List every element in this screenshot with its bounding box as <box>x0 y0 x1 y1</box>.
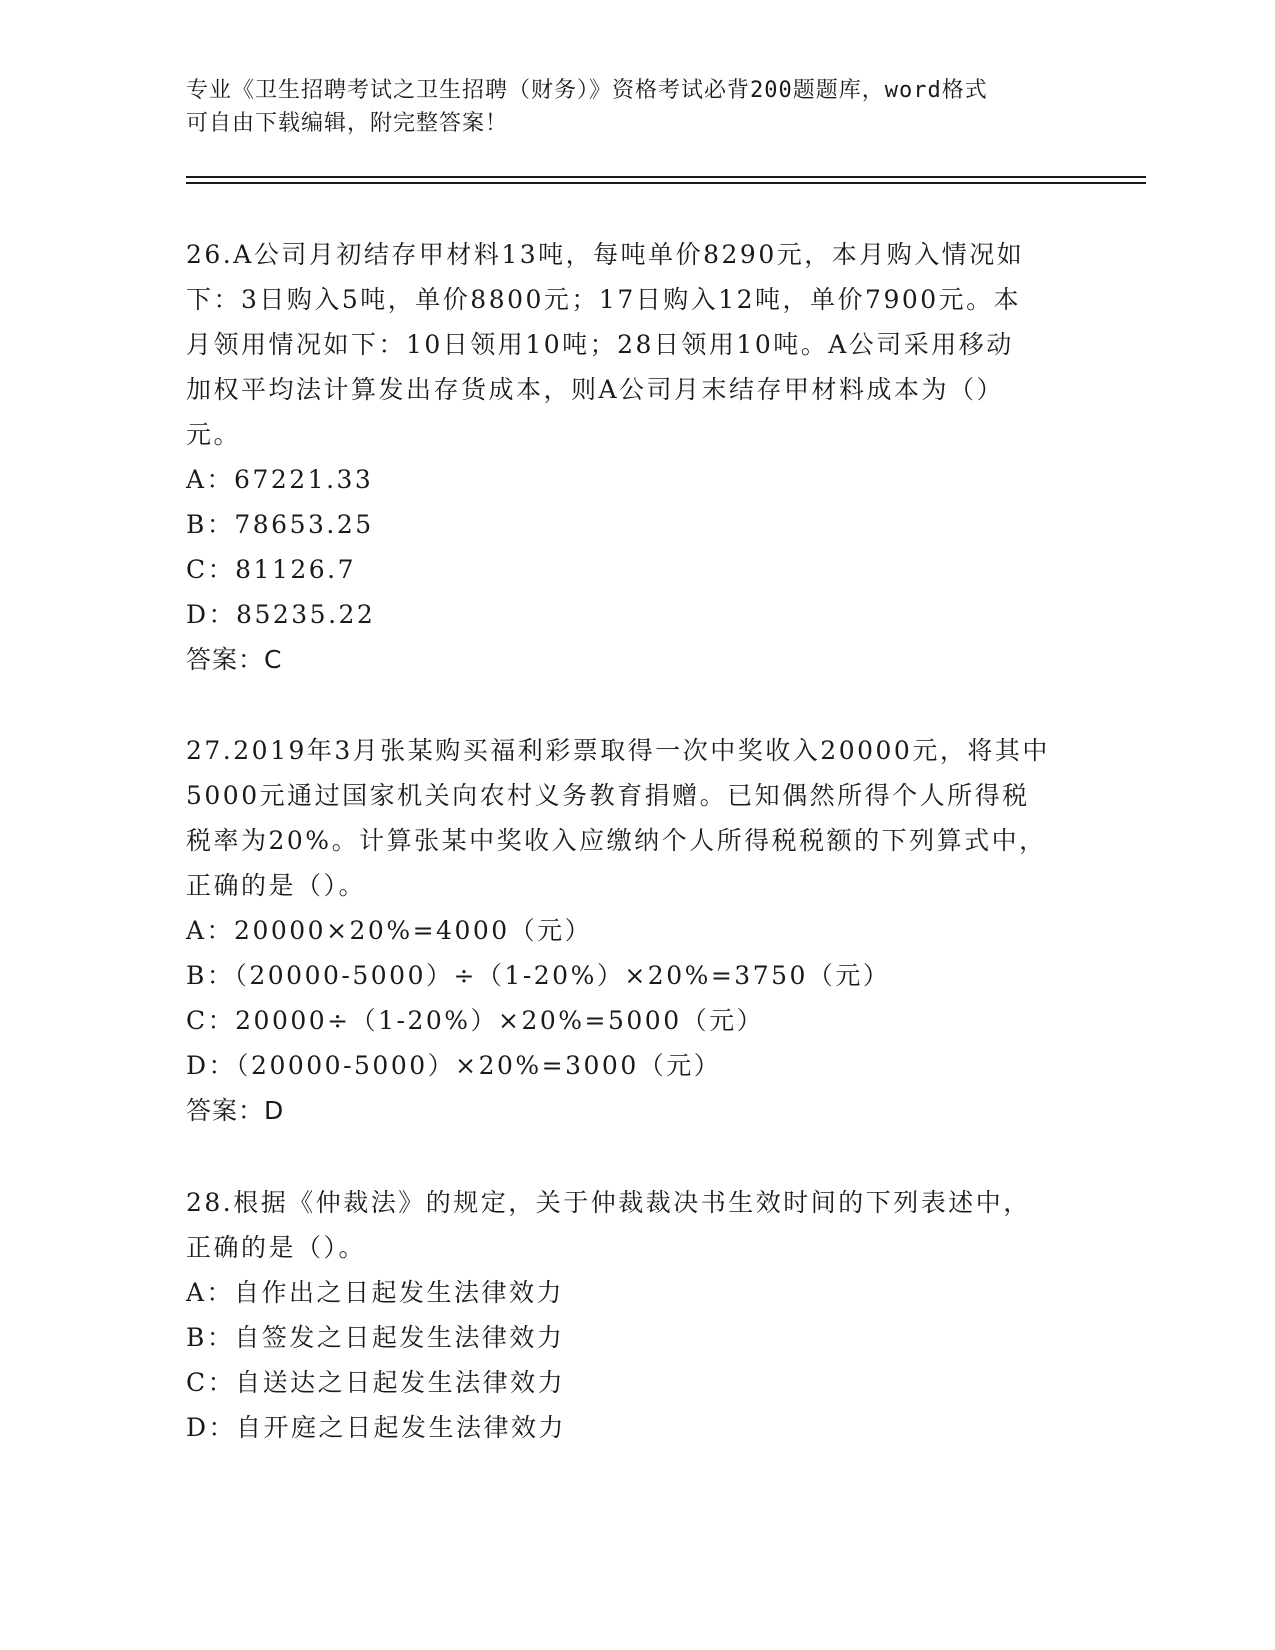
option-d: D：自开庭之日起发生法律效力 <box>186 1413 567 1442</box>
header-divider-top <box>186 176 1146 178</box>
option-d: D：（20000-5000）×20%=3000（元） <box>186 1051 722 1080</box>
question-stem-line: 27.2019年3月张某购买福利彩票取得一次中奖收入20000元，将其中 <box>186 736 1050 765</box>
question-stem-line: 加权平均法计算发出存货成本，则A公司月末结存甲材料成本为（） <box>186 375 1005 404</box>
question-stem-line: 税率为20%。计算张某中奖收入应缴纳个人所得税税额的下列算式中， <box>186 826 1047 855</box>
option-b: B：（20000-5000）÷（1-20%）×20%=3750（元） <box>186 961 891 990</box>
question-28 <box>186 1180 1076 1450</box>
question-stem-line: 5000元通过国家机关向农村义务教育捐赠。已知偶然所得个人所得税 <box>186 781 1030 810</box>
answer-label: 答案：C <box>186 645 283 674</box>
question-27 <box>186 728 1076 1134</box>
question-stem-line: 正确的是（）。 <box>186 1233 367 1262</box>
answer-label: 答案：D <box>186 1096 285 1125</box>
header-title-line2: 可自由下载编辑，附完整答案！ <box>186 111 509 136</box>
header-title-line1: 专业《卫生招聘考试之卫生招聘（财务）》资格考试必背200题题库，word格式 <box>186 78 988 103</box>
option-b: B：78653.25 <box>186 510 374 539</box>
option-d: D：85235.22 <box>186 600 376 629</box>
document-header <box>186 74 1066 140</box>
question-stem-line: 正确的是（）。 <box>186 871 367 900</box>
question-stem-line: 28.根据《仲裁法》的规定，关于仲裁裁决书生效时间的下列表述中， <box>186 1188 1031 1217</box>
option-b: B：自签发之日起发生法律效力 <box>186 1323 565 1352</box>
option-a: A：20000×20%=4000（元） <box>186 916 593 945</box>
question-26 <box>186 232 1076 683</box>
question-stem-line: 26.A公司月初结存甲材料13吨，每吨单价8290元，本月购入情况如 <box>186 240 1025 269</box>
option-c: C：81126.7 <box>186 555 357 584</box>
option-c: C：20000÷（1-20%）×20%=5000（元） <box>186 1006 765 1035</box>
question-stem-line: 月领用情况如下：10日领用10吨；28日领用10吨。A公司采用移动 <box>186 330 1014 359</box>
option-c: C：自送达之日起发生法律效力 <box>186 1368 566 1397</box>
option-a: A：67221.33 <box>186 465 374 494</box>
question-stem-line: 下：3日购入5吨，单价8800元；17日购入12吨，单价7900元。本 <box>186 285 1022 314</box>
option-a: A：自作出之日起发生法律效力 <box>186 1278 565 1307</box>
question-stem-line: 元。 <box>186 420 242 449</box>
header-divider-bottom <box>186 182 1146 184</box>
